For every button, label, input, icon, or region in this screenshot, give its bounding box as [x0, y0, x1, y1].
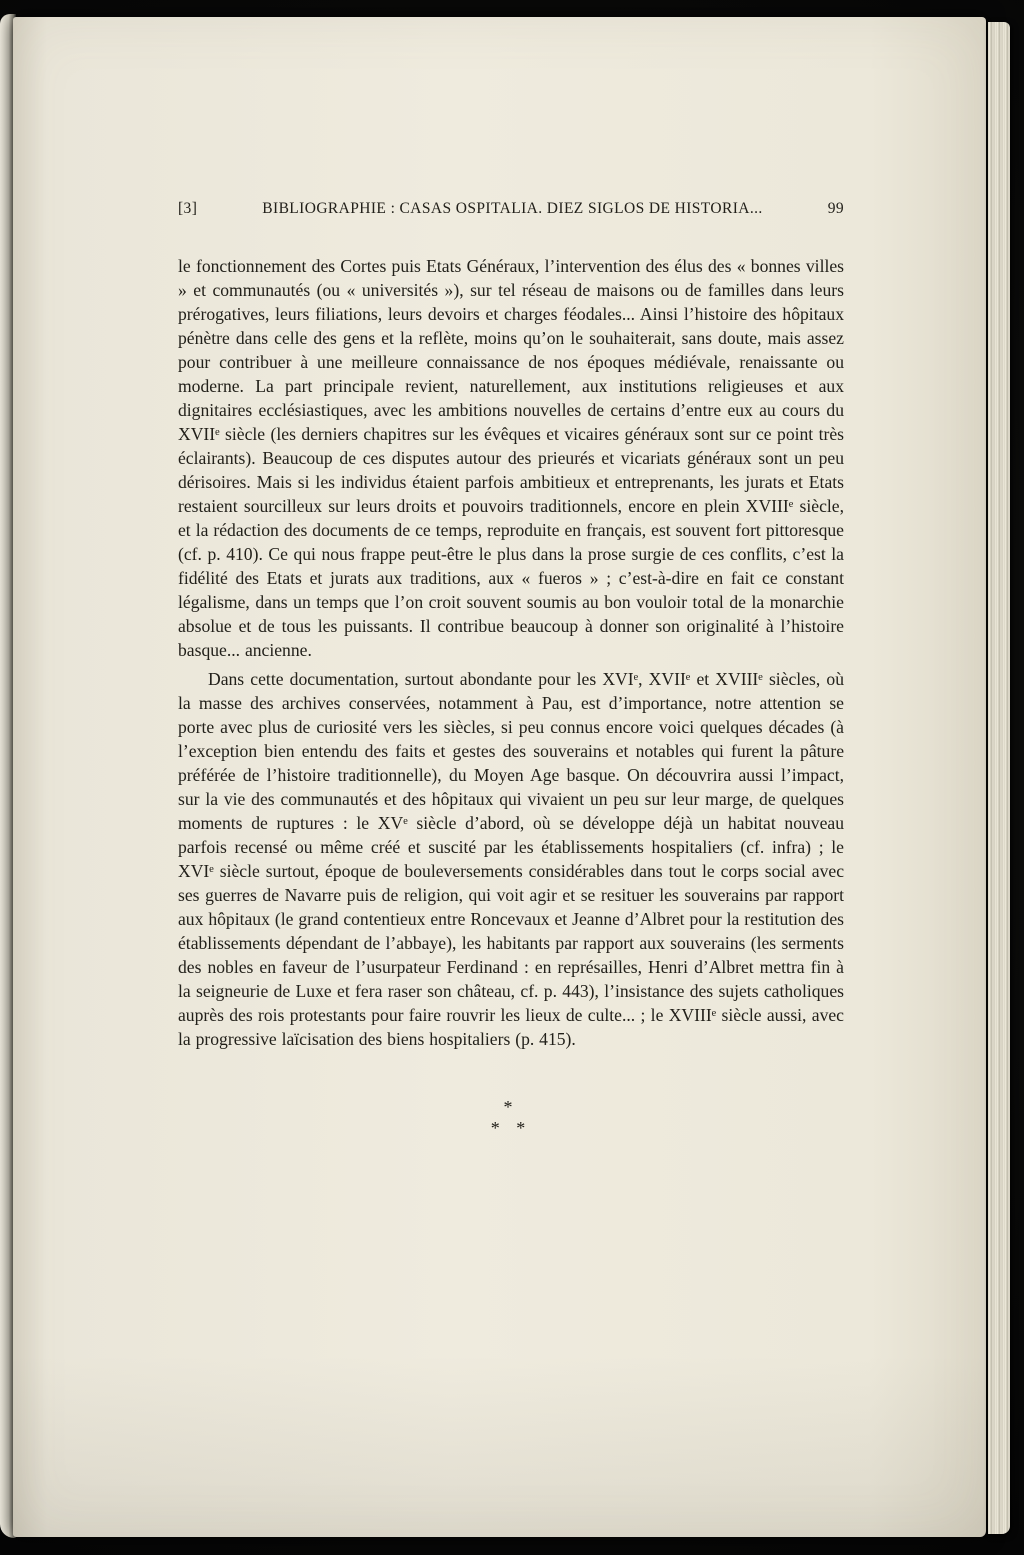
page-header	[178, 200, 844, 218]
running-title: BIBLIOGRAPHIE : CASAS OSPITALIA. DIEZ SIGLOS DE HISTORIA...	[262, 200, 763, 217]
separator-asterisk-top: *	[503, 1097, 519, 1117]
separator-asterisk-bottom: * *	[490, 1118, 532, 1138]
page-stack-edges	[988, 22, 1010, 1534]
body-paragraph-2: Dans cette documentation, surtout abondante pour les XVIᵉ, XVIIᵉ et XVIIIᵉ siècles, où la masse des archives conservées, notamment à Pau, est d’importance, notre attention se porte avec plus de curiosité vers les siècles, si peu connus encore voici quelques décades (à l’exception bien entendu des faits et gestes des souverains et notables qui furent la pâture préférée de l’histoire traditionnelle), du Moyen Age basque. On découvrira aussi l’impact, sur la vie des communautés et des hôpitaux qui vivaient un peu sur leur marge, de quelques moments de ruptures : le XVᵉ siècle d’abord, où se développe déjà un habitat nouveau parfois recensé ou même créé et suscité par les établissements hospitaliers (cf. infra) ; le XVIᵉ siècle surtout, époque de bouleversements considérables dans tout le corps social avec ses guerres de Navarre puis de religion, qui voit agir et se resituer les souverains par rapport aux hôpitaux (le grand contentieux entre Roncevaux et Jeanne d’Albret pour la restitution des établissements dépendant de l’abbaye), les habitants par rapport aux souverains (les serments des nobles en faveur de l’usurpateur Ferdinand : en représailles, Henri d’Albret mettra fin à la seigneurie de Luxe et fera raser son château, cf. p. 443), l’insistance des sujets catholiques auprès des rois protestants pour faire rouvrir les lieux de culte... ; le XVIIIᵉ siècle aussi, avec la progressive laïcisation des biens hospitaliers (p. 415).	[178, 669, 844, 1049]
article-ref-number: [3]	[178, 200, 198, 217]
text-block	[178, 200, 844, 1139]
page-number: 99	[827, 200, 844, 217]
body-paragraph-1: le fonctionnement des Cortes puis Etats Généraux, l’intervention des élus des « bonnes villes » et communautés (ou « universités »), sur tel réseau de maisons ou de familles dans leurs prérogatives, leurs filiations, leurs devoirs et charges féodales... Ainsi l’histoire des hôpitaux pénètre dans celle des gens et la reflète, moins qu’on le souhaiterait, sans doute, mais assez pour contribuer à une meilleure connaissance de nos époques médiévale, renaissante ou moderne. La part principale revient, naturellement, aux institutions religieuses et aux dignitaires ecclésiastiques, avec les ambitions nouvelles de certains d’entre eux au cours du XVIIᵉ siècle (les derniers chapitres sur les évêques et vicaires généraux sont sur ce point très éclairants). Beaucoup de ces disputes autour des prieurés et vicariats généraux sont un peu dérisoires. Mais si les individus étaient parfois ambitieux et entreprenants, les jurats et Etats restaient sourcilleux sur leurs droits et pouvoirs traditionnels, encore en plein XVIIIᵉ siècle, et la rédaction des documents de ce temps, reproduite en français, est souvent fort pittoresque (cf. p. 410). Ce qui nous frappe peut-être le plus dans la prose surgie de ces conflits, c’est la fidélité des Etats et jurats aux traditions, aux « fueros » ; c’est-à-dire en fait ce constant légalisme, dans un temps que l’on croit souvent soumis au bon vouloir total de la monarchie absolue et de tous les puissants. Il contribue beaucoup à donner son originalité à l’histoire basque... ancienne.	[178, 256, 844, 660]
book-page	[13, 17, 986, 1537]
section-separator	[178, 1097, 844, 1139]
